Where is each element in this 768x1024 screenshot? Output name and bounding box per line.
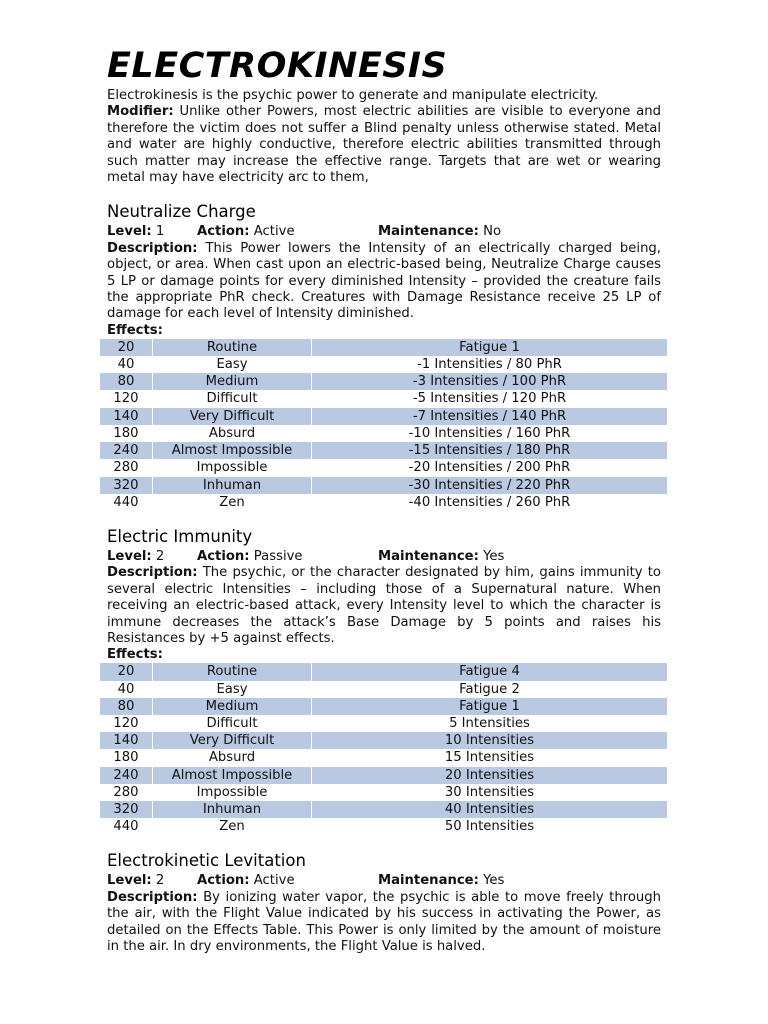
power-description: [107, 241, 661, 323]
effect-difficulty: Very Difficult: [153, 408, 312, 425]
effect-difficulty: Impossible: [153, 459, 312, 476]
effects-row: [100, 373, 667, 390]
effect-threshold: 40: [100, 356, 153, 373]
effect-difficulty: Very Difficult: [153, 732, 312, 749]
effect-result: -1 Intensities / 80 PhR: [417, 357, 562, 373]
effect-result: 30 Intensities: [444, 784, 535, 800]
effect-difficulty: Routine: [153, 663, 312, 680]
effects-row: [100, 767, 667, 784]
effect-result: -3 Intensities / 100 PhR: [312, 373, 668, 390]
effect-difficulty: Difficult: [153, 390, 312, 407]
effects-table: [100, 339, 667, 511]
effect-threshold: 240: [100, 442, 153, 459]
maintenance-label: Maintenance:: [378, 224, 479, 240]
effects-row: [100, 698, 667, 715]
maintenance-value: No: [478, 224, 502, 240]
effect-difficulty: Easy: [153, 356, 312, 373]
document-page: [107, 44, 661, 955]
effects-row: [100, 477, 667, 494]
effect-threshold: 240: [100, 767, 153, 784]
effects-label: Effects:: [107, 647, 163, 663]
effect-result: 40 Intensities: [312, 801, 668, 818]
effects-row: [100, 732, 667, 749]
effect-difficulty: Absurd: [153, 425, 312, 442]
effect-result: -30 Intensities / 220 PhR: [312, 477, 668, 494]
power-meta: [107, 224, 661, 240]
effect-difficulty: Inhuman: [153, 801, 312, 818]
effects-row: [100, 425, 667, 442]
action-label: Action:: [197, 548, 250, 564]
effect-threshold: 280: [100, 459, 153, 476]
level-label: Level:: [107, 224, 152, 240]
modifier-text: Unlike other Powers, most electric abilities are visible to everyone and therefore the victim does not suffer a Blind penalty unless otherwise stated. Metal and water are highly conductive, therefore electric abilities transmitted through such matter may increase the effective range. Targets that are wet or wearing metal may have electricity arc to them,: [107, 104, 661, 186]
effects-label: Effects:: [107, 322, 163, 338]
effect-threshold: 320: [100, 801, 153, 818]
effects-row: [100, 339, 667, 356]
effect-result: Fatigue 2: [459, 681, 520, 697]
effect-threshold: 20: [100, 663, 153, 680]
effect-threshold: 80: [100, 373, 153, 390]
effect-difficulty: Almost Impossible: [153, 767, 312, 784]
effect-difficulty: Easy: [153, 681, 312, 698]
level-value: 2: [151, 873, 165, 889]
effect-difficulty: Medium: [153, 373, 312, 390]
page-title: ELECTROKINESIS: [107, 46, 448, 86]
maintenance-label: Maintenance:: [378, 548, 479, 564]
intro-paragraph: [107, 88, 661, 186]
effect-threshold: 140: [100, 408, 153, 425]
effects-row: [100, 356, 667, 373]
effect-threshold: 440: [100, 818, 153, 835]
effect-result: -7 Intensities / 140 PhR: [312, 408, 668, 425]
level-label: Level:: [107, 548, 152, 564]
effect-threshold: 440: [100, 494, 153, 511]
effect-threshold: 140: [100, 732, 153, 749]
level-label: Level:: [107, 873, 152, 889]
effect-result: 15 Intensities: [444, 750, 535, 766]
description-label: Description:: [107, 240, 198, 256]
effect-threshold: 120: [100, 390, 153, 407]
effect-difficulty: Almost Impossible: [153, 442, 312, 459]
effect-result: -15 Intensities / 180 PhR: [312, 442, 668, 459]
effect-difficulty: Zen: [153, 494, 312, 511]
effects-row: [100, 663, 667, 680]
effects-row: [100, 715, 667, 732]
description-label: Description:: [107, 889, 198, 905]
description-label: Description:: [107, 565, 198, 581]
effect-result: -5 Intensities / 120 PhR: [412, 391, 567, 407]
effect-threshold: 280: [100, 784, 153, 801]
power-meta: [107, 549, 661, 565]
action-label: Action:: [197, 224, 250, 240]
modifier-label: Modifier:: [107, 104, 174, 120]
power-meta: [107, 873, 661, 889]
effect-difficulty: Inhuman: [153, 477, 312, 494]
effects-row: [100, 749, 667, 766]
effect-threshold: 120: [100, 715, 153, 732]
effect-difficulty: Routine: [153, 339, 312, 356]
intro-line: Electrokinesis is the psychic power to generate and manipulate electricity.: [107, 88, 599, 103]
effect-threshold: 320: [100, 477, 153, 494]
effect-result: -20 Intensities / 200 PhR: [408, 460, 571, 476]
effects-row: [100, 459, 667, 476]
level-value: 2: [151, 548, 165, 564]
effects-table: [100, 663, 667, 835]
action-value: Active: [249, 873, 295, 889]
action-value: Passive: [249, 548, 303, 564]
effect-result: Fatigue 4: [312, 663, 668, 680]
effects-row: [100, 408, 667, 425]
power-description: [107, 890, 661, 956]
effect-difficulty: Impossible: [153, 784, 312, 801]
power-title: Neutralize Charge: [107, 202, 256, 222]
power-electric-immunity: [107, 527, 661, 835]
effect-difficulty: Absurd: [153, 749, 312, 766]
effect-result: 5 Intensities: [449, 715, 530, 731]
description-text: The psychic, or the character designated by him, gains immunity to several electric Intensities – including those of a Supernatural nature. When receiving an electric-based attack, every Intensity level to which the character is immune decreases the attack’s Base Damage by 5 points and raises his Resistances by +5 against effects.: [107, 565, 661, 646]
effect-threshold: 180: [100, 749, 153, 766]
effect-result: Fatigue 1: [312, 698, 668, 715]
effect-result: 10 Intensities: [312, 732, 668, 749]
effect-threshold: 180: [100, 425, 153, 442]
maintenance-value: Yes: [478, 548, 505, 564]
power-title: Electrokinetic Levitation: [107, 851, 306, 871]
effects-row: [100, 784, 667, 801]
effect-result: 50 Intensities: [444, 819, 535, 835]
action-value: Active: [249, 224, 295, 240]
effects-row: [100, 681, 667, 698]
effects-row: [100, 801, 667, 818]
effect-result: -10 Intensities / 160 PhR: [408, 425, 571, 441]
power-neutralize-charge: [107, 202, 661, 510]
level-value: 1: [151, 224, 165, 240]
power-title: Electric Immunity: [107, 526, 253, 546]
maintenance-value: Yes: [478, 873, 505, 889]
effect-threshold: 20: [100, 339, 153, 356]
effect-result: Fatigue 1: [312, 339, 668, 356]
effects-row: [100, 442, 667, 459]
action-label: Action:: [197, 873, 250, 889]
effect-difficulty: Difficult: [153, 715, 312, 732]
effects-row: [100, 494, 667, 511]
effects-row: [100, 818, 667, 835]
effect-threshold: 80: [100, 698, 153, 715]
maintenance-label: Maintenance:: [378, 873, 479, 889]
power-electrokinetic-levitation: [107, 851, 661, 955]
effect-difficulty: Zen: [153, 818, 312, 835]
effect-threshold: 40: [100, 681, 153, 698]
description-text: This Power lowers the Intensity of an electrically charged being, object, or area. When cast upon an electric-based being, Neutralize Charge causes 5 LP or damage points for every diminished Intensity – provided the creature fails the appropriate PhR check. Creatures with Damage Resistance receive 25 LP of damage for each level of Intensity diminished.: [107, 240, 661, 322]
effect-result: 20 Intensities: [312, 767, 668, 784]
effect-result: -40 Intensities / 260 PhR: [408, 494, 571, 510]
description-text: By ionizing water vapor, the psychic is able to move freely through the air, with the Flight Value indicated by his success in activating the Power, as detailed on the Effects Table. This Power is only limited by the amount of moisture in the air. In dry environments, the Flight Value is halved.: [107, 889, 661, 954]
effect-difficulty: Medium: [153, 698, 312, 715]
effects-row: [100, 390, 667, 407]
power-description: [107, 565, 661, 647]
